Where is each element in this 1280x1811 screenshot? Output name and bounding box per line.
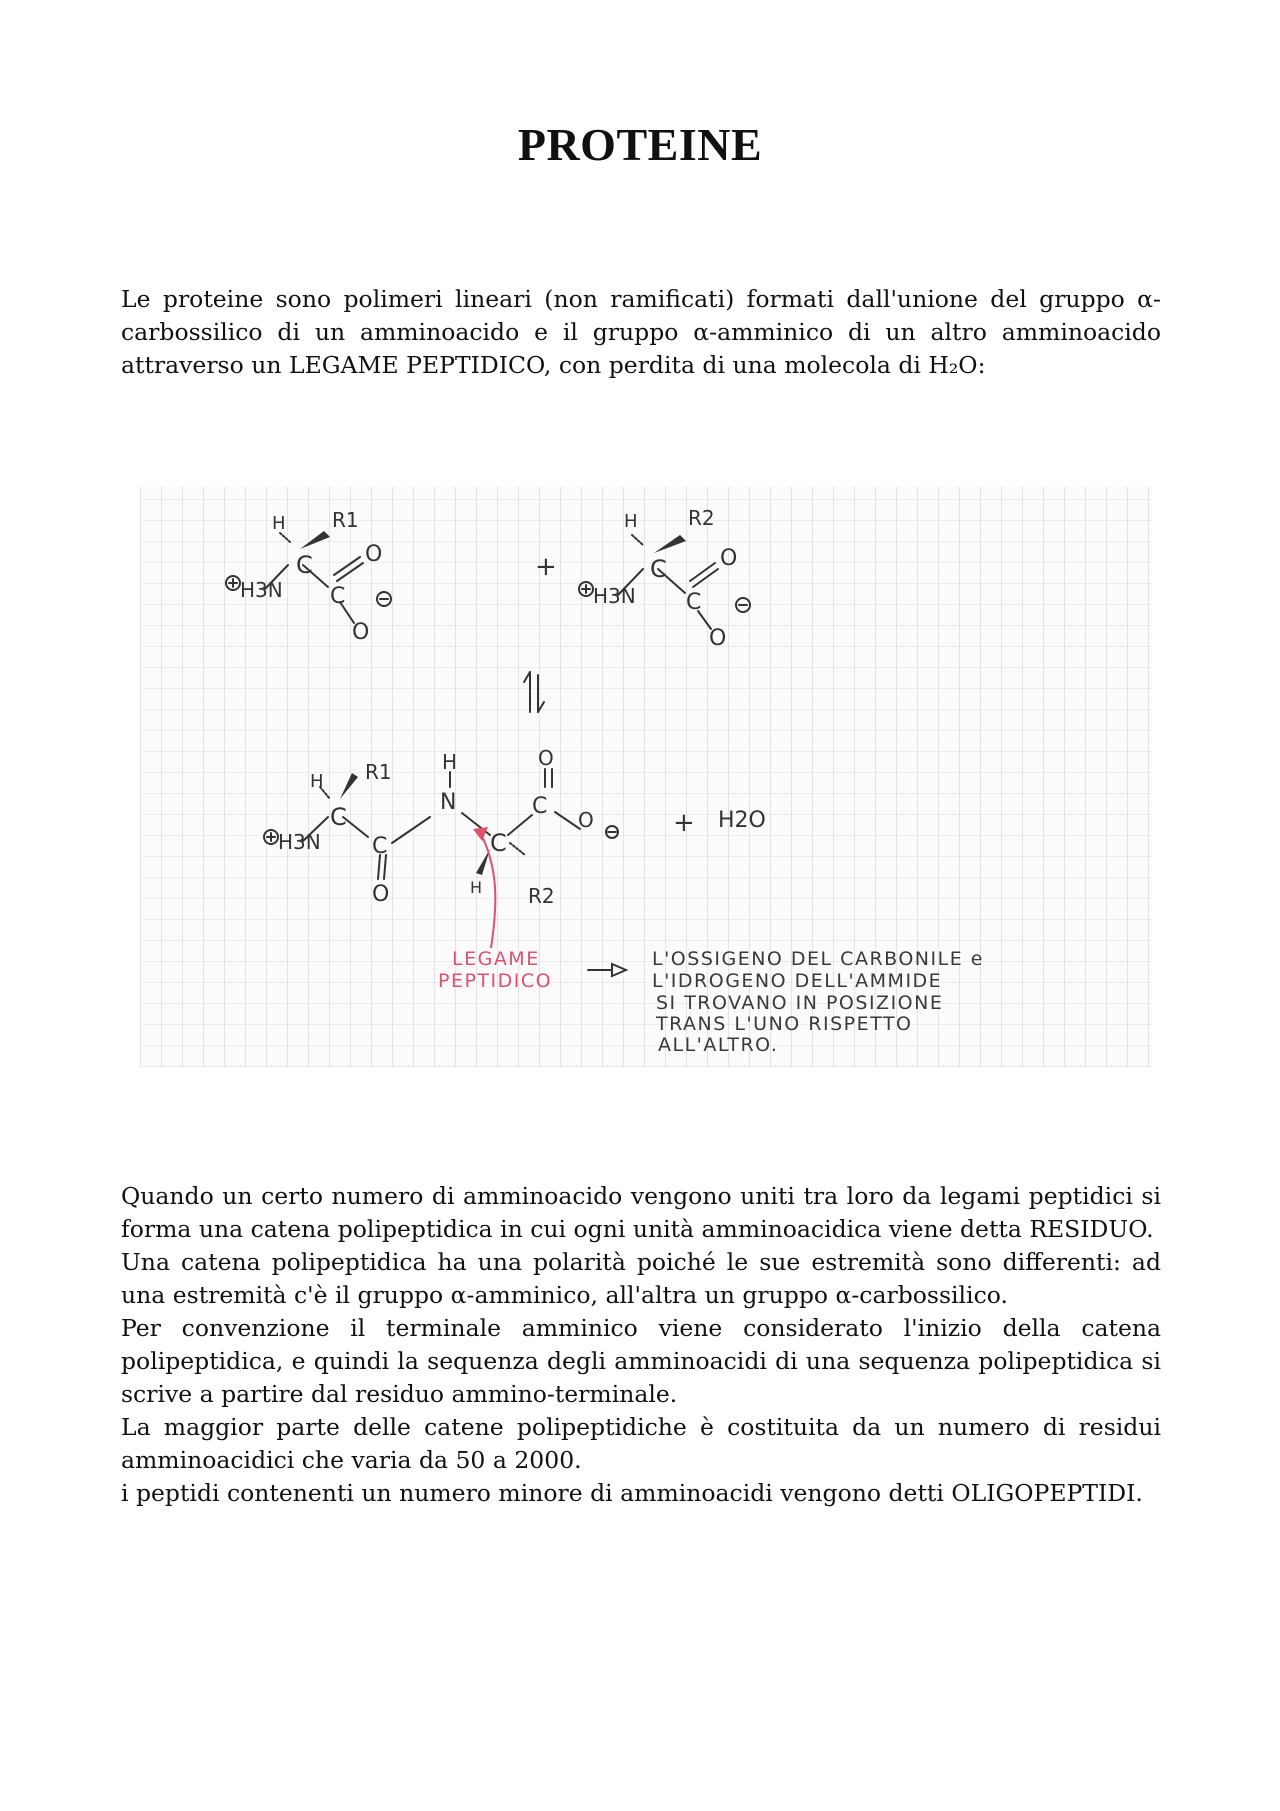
aa2-h: H bbox=[624, 511, 638, 532]
aa1-o-double: O bbox=[365, 542, 383, 567]
aa2-o-double: O bbox=[720, 546, 738, 571]
reaction-plus: + bbox=[535, 552, 557, 582]
body-paragraph: Una catena polipeptidica ha una polarità poiché le sue estremità sono differenti: ad una estremità c'è il gruppo α-amminico, all'altra un gruppo α-carbossilico. bbox=[121, 1248, 1161, 1309]
product-amide-n: N bbox=[440, 790, 457, 815]
body-paragraph: i peptidi contenenti un numero minore di amminoacidi vengono detti OLIGOPEPTIDI. bbox=[121, 1479, 1143, 1507]
note-line-4: TRANS L'UNO RISPETTO bbox=[656, 1013, 913, 1035]
aa2-r: R2 bbox=[688, 506, 715, 530]
product-r1: R1 bbox=[365, 760, 392, 784]
product-h1: H bbox=[310, 771, 324, 792]
peptide-bond-figure bbox=[140, 487, 1152, 1067]
note-line-1: L'OSSIGENO DEL CARBONILE e bbox=[652, 948, 984, 970]
product-c2: C bbox=[490, 829, 507, 857]
note-line-2: L'IDROGENO DELL'AMMIDE bbox=[652, 970, 943, 992]
aa1-c-o-double-bond bbox=[334, 557, 360, 575]
aa1-hashed-h bbox=[280, 533, 290, 542]
aa2-carboxyl-c: C bbox=[686, 590, 702, 615]
product-c1: C bbox=[330, 803, 347, 831]
body-paragraph: Quando un certo numero di amminoacido vengono uniti tra loro da legami peptidici si forma una catena polipeptidica in cui ogni unità amminoacidica viene detta RESIDUO. bbox=[121, 1182, 1161, 1243]
product-amide-h: H bbox=[442, 750, 458, 774]
product-carboxyl-o-right: O bbox=[578, 808, 594, 832]
intro-paragraph: Le proteine sono polimeri lineari (non ramificati) formati dall'unione del gruppo α-carbossilico di un amminoacido e il gruppo α-amminico di un altro amminoacido attraverso un LEGAME PEPTIDICO, con perdita di una molecola di H₂O: bbox=[121, 285, 1161, 379]
aa1-amine: H3N bbox=[240, 578, 283, 602]
body-paragraph: Per convenzione il terminale amminico viene considerato l'inizio della catena polipeptidica, e quindi la sequenza degli amminoacidi di una sequenza polipeptidica si scrive a partire dal residuo ammino-terminale. bbox=[121, 1314, 1161, 1408]
aa1-wedge bbox=[300, 531, 330, 549]
note-line-5: ALL'ALTRO. bbox=[658, 1034, 779, 1056]
bond-label-line1: LEGAME bbox=[452, 948, 540, 970]
product-carbonyl-o: O bbox=[372, 882, 390, 907]
aa1-c-alpha: C bbox=[296, 551, 313, 579]
note-line-3: SI TROVANO IN POSIZIONE bbox=[656, 992, 944, 1014]
product-h2: H bbox=[470, 878, 483, 897]
product-amine: H3N bbox=[278, 830, 321, 854]
product-carbonyl-c: C bbox=[372, 834, 388, 859]
aa1-o-minus: O bbox=[352, 620, 370, 645]
page-title: PROTEINE bbox=[517, 119, 763, 170]
product-plus: + bbox=[673, 808, 695, 838]
body-paragraph: La maggior parte delle catene polipeptidiche è costituita da un numero di residui amminoacidici che varia da 50 a 2000. bbox=[121, 1413, 1161, 1474]
peptide-bond bbox=[392, 817, 430, 843]
aa1-r: R1 bbox=[332, 508, 359, 532]
water-molecule: H2O bbox=[718, 808, 766, 833]
aa2-c-alpha: C bbox=[650, 555, 667, 583]
aa2-amine: H3N bbox=[593, 584, 636, 608]
product-carboxyl-o-top: O bbox=[538, 746, 554, 770]
reaction-drawing bbox=[140, 487, 1152, 1067]
product-carboxyl-c: C bbox=[532, 794, 548, 819]
aa2-wedge bbox=[654, 535, 686, 553]
product-r2: R2 bbox=[528, 884, 555, 908]
aa1-h: H bbox=[272, 513, 286, 534]
aa2-o-minus: O bbox=[709, 626, 727, 651]
body-text bbox=[121, 1180, 1161, 1510]
bond-label-line2: PEPTIDICO bbox=[438, 970, 553, 992]
aa1-carboxyl-c: C bbox=[330, 584, 346, 609]
